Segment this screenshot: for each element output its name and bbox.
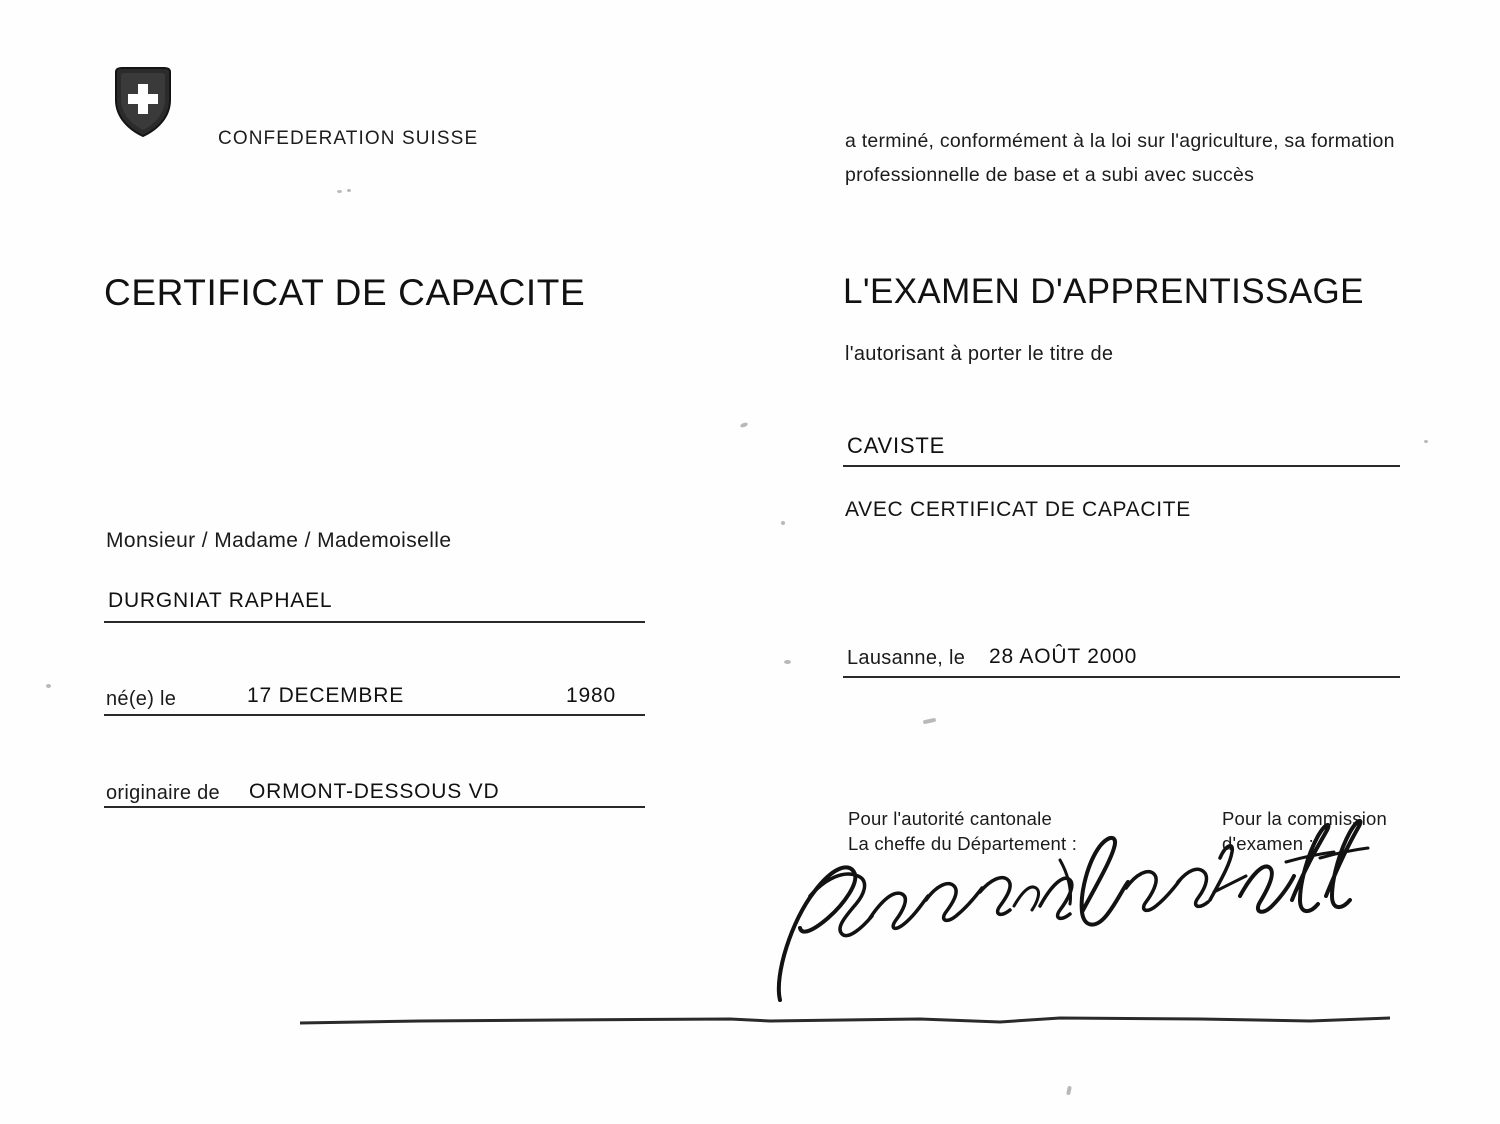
signature-right-line1: Pour la commission bbox=[1222, 808, 1388, 829]
scan-speck bbox=[337, 190, 342, 193]
salutation-label: Monsieur / Madame / Mademoiselle bbox=[106, 529, 452, 552]
birth-date-rule bbox=[104, 714, 645, 716]
awarded-title-rule bbox=[843, 465, 1400, 467]
holder-name-rule bbox=[104, 621, 645, 623]
scan-speck bbox=[46, 684, 51, 688]
issue-date-rule bbox=[843, 676, 1400, 678]
exam-title: L'EXAMEN D'APPRENTISSAGE bbox=[843, 272, 1364, 311]
confederation-label: CONFEDERATION SUISSE bbox=[218, 128, 479, 149]
authorising-text: l'autorisant à porter le titre de bbox=[845, 343, 1114, 365]
birth-date-value: 17 DECEMBRE bbox=[247, 684, 405, 707]
scan-speck bbox=[347, 189, 351, 192]
scan-speck bbox=[923, 718, 937, 725]
signature-left-line1: Pour l'autorité cantonale bbox=[848, 808, 1052, 829]
signature-left-caption bbox=[848, 806, 1077, 856]
awarded-title-value: CAVISTE bbox=[847, 433, 946, 458]
intro-paragraph: a terminé, conformément à la loi sur l'agriculture, sa formation professionnelle de base et a subi avec succès bbox=[845, 130, 1395, 186]
signature-right-caption bbox=[1222, 806, 1387, 856]
scan-speck bbox=[781, 521, 785, 525]
origin-label: originaire de bbox=[106, 782, 220, 804]
scan-speck bbox=[1424, 440, 1428, 443]
scan-edge-artifact bbox=[300, 1016, 1390, 1026]
scan-speck bbox=[1066, 1086, 1072, 1096]
issue-date-value: 28 AOÛT 2000 bbox=[989, 645, 1138, 668]
swiss-coat-of-arms-icon bbox=[112, 66, 174, 138]
certificate-title: CERTIFICAT DE CAPACITE bbox=[104, 272, 586, 313]
scan-speck bbox=[740, 422, 749, 428]
signature-right-line2: d'examen : bbox=[1222, 833, 1314, 854]
birth-year-value: 1980 bbox=[566, 684, 616, 707]
with-certificate-text: AVEC CERTIFICAT DE CAPACITE bbox=[845, 498, 1192, 521]
signature-left-line2: La cheffe du Département : bbox=[848, 833, 1078, 854]
place-label: Lausanne, le bbox=[847, 647, 966, 669]
origin-rule bbox=[104, 806, 645, 808]
origin-value: ORMONT-DESSOUS VD bbox=[249, 780, 500, 803]
birth-date-label: né(e) le bbox=[106, 688, 177, 710]
scan-speck bbox=[784, 660, 791, 664]
holder-name-value: DURGNIAT RAPHAEL bbox=[108, 589, 333, 612]
